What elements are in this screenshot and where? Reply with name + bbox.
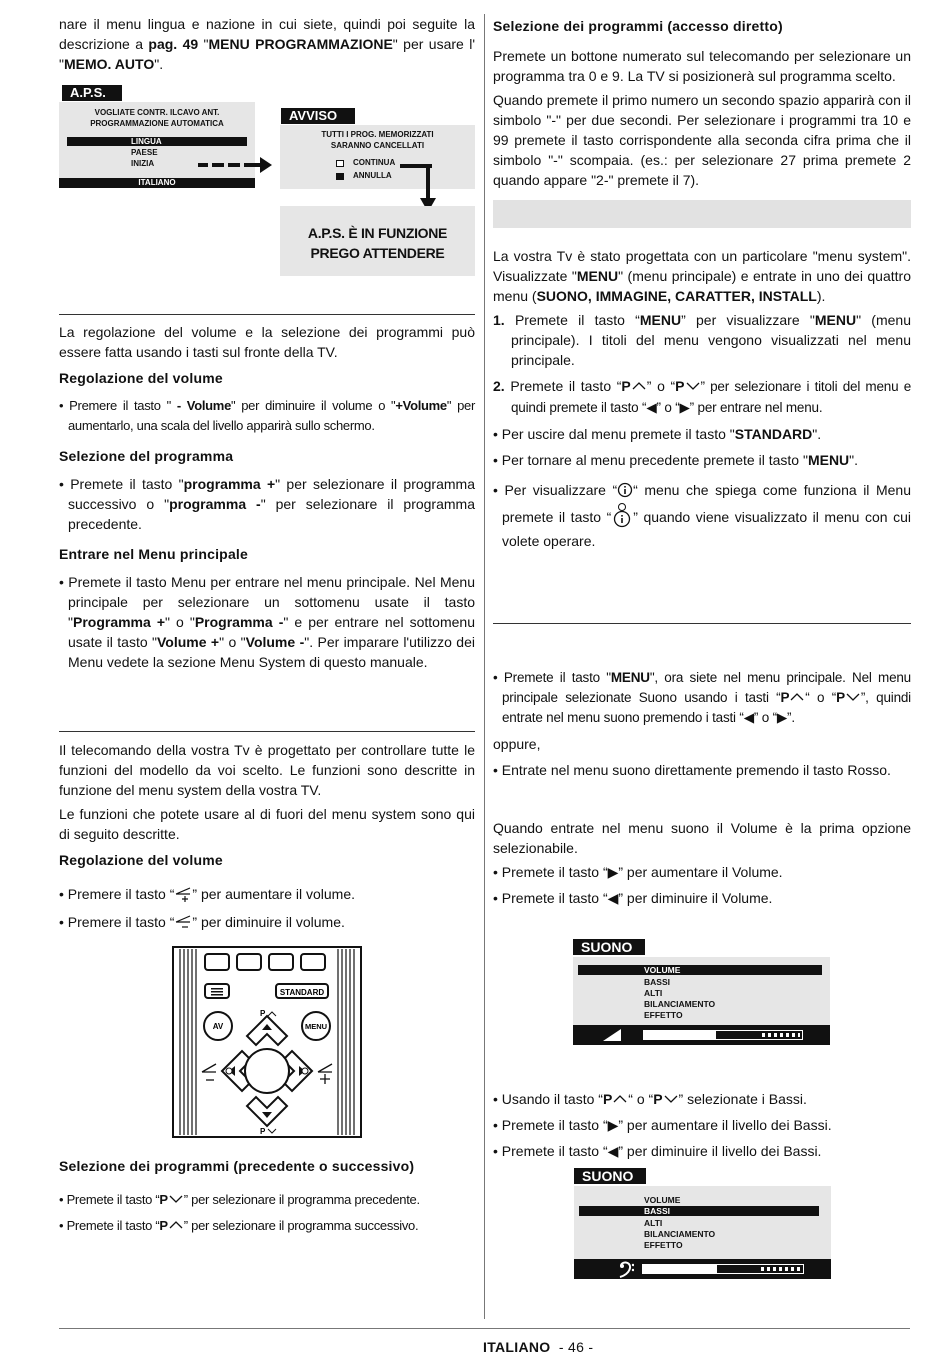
avviso-line1: TUTTI I PROG. MEMORIZZATI [321, 130, 434, 139]
avviso-line2: SARANNO CANCELLATI [330, 141, 425, 150]
text-segment: MENU [639, 312, 682, 328]
bass-clef-icon [618, 1260, 634, 1278]
text-segment: " (menu principale) e entrate in uno dei quattro menu ( [493, 268, 911, 304]
text-segment: ". [154, 56, 164, 72]
aps-language: ITALIANO [59, 178, 255, 188]
p-key: P [780, 690, 790, 705]
text-segment: MENU PROGRAMMAZIONE [208, 36, 393, 52]
avviso-opt-annulla: ANNULLA [353, 171, 392, 180]
text-segment: ). [816, 288, 826, 304]
text-segment: " per diminuire il volume o " [231, 398, 396, 413]
direct-access-text-2: Quando premete il primo numero un secondo spazio apparirà con il simbolo "-" per due secondi. Per selezionare i programmi tra 10 e 99 premete il tasto corrispondente alla seconda cifra prima che il simbolo "-" scompaia. (es.: per selezionare 27 prima premete 2 quando appare "2-" premete il 7). [493, 92, 911, 188]
front-controls-section [59, 322, 475, 678]
text-segment: Volume + [157, 634, 220, 650]
remote-p-down-label: P [260, 1127, 266, 1136]
program-select-section [59, 1150, 475, 1242]
program-select-heading: Selezione dei programmi (precedente o successivo) [59, 1158, 415, 1174]
volume-down-bullet: • Premete il tasto “◀” per diminuire il Volume. [493, 890, 773, 906]
menu-step-2 [493, 376, 911, 418]
menu-item-bilanciamento: BILANCIAMENTO [644, 999, 716, 1009]
aps-wait-box [280, 206, 475, 276]
aps-tab: A.P.S. [62, 85, 122, 101]
remote-text-1: Il telecomando della vostra Tv è progettato per controllare tutte le funzioni del modello da voi scelto. Le funzioni sono descritte in funzione del menu system della vostra TV. [59, 742, 475, 798]
text-segment: ". Per imparare l'utilizzo dei Menu vedete la sezione Menu System di questo manuale. [68, 634, 475, 670]
avviso-opt-continua: CONTINUA [353, 158, 396, 167]
aps-line2: PROGRAMMAZIONE AUTOMATICA [90, 119, 224, 128]
volume-first-text: Quando entrate nel menu suono il Volume è la prima opzione selezionabile. [493, 820, 911, 856]
menu-item-bilanciamento: BILANCIAMENTO [644, 1229, 716, 1239]
program-down-bullet [59, 1190, 475, 1210]
text: “ o “ [805, 690, 837, 705]
sound-menu-section [493, 668, 911, 914]
chevron-up-icon [168, 1220, 184, 1230]
text: Premete il tasto “ [504, 378, 622, 394]
remote-volume-heading: Regolazione del volume [59, 852, 223, 868]
text-segment: ". [812, 426, 822, 442]
text-segment: • Per uscire dal menu premete il tasto " [493, 426, 735, 442]
volume-down-icon [174, 914, 192, 930]
bass-up-bullet: • Premete il tasto “▶” per aumentare il livello dei Bassi. [493, 1117, 832, 1133]
menu-system-text [493, 246, 911, 306]
aps-item-lingua: LINGUA [67, 137, 247, 146]
volume-level-dots [762, 1033, 800, 1037]
chevron-down-icon [168, 1194, 184, 1204]
text-segment: " per usare l' " [59, 36, 475, 72]
text-segment: +Volume [395, 398, 447, 413]
volume-bullet [59, 396, 475, 436]
info-bullet [493, 478, 911, 553]
aps-item-inizia: INIZIA [131, 159, 155, 168]
text-segment: • Premete il tasto " [59, 476, 184, 492]
bass-down-bullet: • Premete il tasto “◀” per diminuire il livello dei Bassi. [493, 1143, 822, 1159]
red-key-bullet: • Entrate nel menu suono direttamente premendo il tasto Rosso. [493, 762, 891, 778]
text-segment: " per selezionare il programma successivo o " [68, 476, 475, 512]
text: ”, quindi entrate nel menu suono premendo i tasti “◀” o “▶”. [502, 690, 911, 725]
menu-item-alti: ALTI [644, 1218, 663, 1228]
text: “ o “ [628, 1091, 654, 1107]
text: • Premere il tasto “ [59, 914, 175, 930]
avviso-box [280, 125, 475, 189]
direct-access-heading: Selezione dei programmi (accesso diretto) [493, 18, 783, 34]
volume-level-slider [643, 1030, 803, 1040]
text: 2. [493, 378, 505, 394]
exit-bullet [493, 424, 911, 444]
text: • Usando il tasto “ [493, 1091, 603, 1107]
front-controls-text: La regolazione del volume e la selezione dei programmi può essere fatta usando i tasti sul fronte della TV. [59, 324, 475, 360]
text: • Premere il tasto “ [59, 886, 175, 902]
bass-level-fill [643, 1265, 717, 1273]
menu-item-volume: VOLUME [644, 1195, 681, 1205]
bass-section [493, 1089, 911, 1167]
info-button-icon [611, 502, 633, 528]
aps-line1: VOGLIATE CONTR. ILCAVO ANT. [94, 108, 220, 117]
menu-item-effetto: EFFETTO [644, 1240, 683, 1250]
text-segment: MENU [807, 452, 850, 468]
chevron-down-icon [663, 1094, 679, 1104]
text-segment: " per aumentarlo, una scala del livello apparirà sullo schermo. [68, 398, 475, 433]
menu-item-effetto: EFFETTO [644, 1010, 683, 1020]
menu-item-bassi: BASSI [579, 1206, 819, 1216]
bass-level-dots [761, 1267, 801, 1271]
continua-icon [336, 160, 344, 167]
text-segment: " o " [165, 614, 195, 630]
text-segment: La vostra Tv è stato progettata con un particolare "menu system". Visualizzate " [493, 248, 911, 284]
p-key: P [159, 1218, 168, 1233]
right-column-top [493, 16, 911, 559]
text: • Per visualizzare “ [493, 482, 618, 498]
chevron-down-icon [845, 692, 861, 702]
remote-av-label: AV [212, 1022, 224, 1031]
oppure-text: oppure, [493, 736, 541, 752]
p-key: P [836, 690, 845, 705]
text-segment: nare il menu lingua e nazione in cui siete, quindi poi seguite la descrizione a [59, 16, 475, 52]
text-segment: " o " [219, 634, 246, 650]
text-segment: ". [849, 452, 859, 468]
left-column [59, 14, 475, 78]
menu-item-bassi: BASSI [644, 977, 670, 987]
text: “ menu che spiega come funziona il Menu premete il tasto “ [502, 482, 911, 525]
annulla-icon [336, 173, 344, 180]
text: ", ora siete nel menu principale. Nel menu principale selezionate Suono usando i tasti “ [502, 670, 911, 705]
text-segment: Volume - [245, 634, 305, 650]
section-divider [59, 731, 475, 732]
text-segment: Premete il tasto “ [504, 312, 640, 328]
menu-item-alti: ALTI [644, 988, 663, 998]
bass-level-slider [642, 1264, 804, 1274]
page-footer [59, 1328, 910, 1355]
p-key: P [675, 378, 685, 394]
text-segment: MEMO. AUTO [63, 56, 155, 72]
text: • Premete il tasto " [493, 670, 611, 685]
main-menu-bullet [59, 572, 475, 672]
section-header-bar [493, 200, 911, 228]
text: ” o “ [646, 378, 676, 394]
text-segment: • Premete il tasto Menu per entrare nel menu principale. Nel Menu principale per selezionare un sottomenu usate il tasto " [59, 574, 475, 630]
text-segment: ” per visualizzare " [681, 312, 815, 328]
footer-language: ITALIANO [483, 1339, 551, 1355]
program-up-bullet [59, 1216, 475, 1236]
text: ” per selezionare i titoli del menu e quindi premete il tasto “◀” o “▶” per entrare nel menu. [511, 379, 912, 415]
sound-menu-bullet [493, 668, 911, 728]
text-segment: " per selezionare il programma precedente. [68, 496, 475, 532]
menu-step-1 [493, 310, 911, 370]
text-segment: Programma + [72, 614, 166, 630]
remote-standard-label: STANDARD [279, 988, 325, 997]
text-segment: programma - [169, 496, 261, 512]
chevron-up-icon [631, 381, 647, 391]
volume-up-icon [174, 886, 192, 902]
column-divider [484, 14, 485, 1319]
chevron-up-icon [789, 692, 805, 702]
suono-box [573, 957, 830, 1045]
text-segment: 1. [493, 312, 505, 328]
section-divider [59, 314, 475, 315]
text-segment: MENU [576, 268, 619, 284]
info-icon [617, 482, 633, 498]
level-bar [574, 1259, 831, 1279]
p-key: P [602, 1091, 613, 1107]
volume-up-bullet: • Premete il tasto “▶” per aumentare il Volume. [493, 864, 783, 880]
text-segment: STANDARD [734, 426, 813, 442]
p-key: P [159, 1192, 168, 1207]
suono-box [574, 1186, 831, 1279]
program-bullet [59, 474, 475, 534]
volume-level-icon [603, 1029, 621, 1041]
remote-control-illustration [172, 946, 362, 1138]
suono-tab: SUONO [573, 939, 645, 955]
arrow-dashed-right-icon [198, 156, 280, 176]
text: ” per selezionare il programma precedente. [183, 1192, 420, 1207]
p-key: P [653, 1091, 663, 1107]
text: ” selezionate i Bassi. [678, 1091, 807, 1107]
text: MENU [610, 670, 650, 685]
text-segment: - Volume [176, 398, 231, 413]
avviso-tab: AVVISO [281, 108, 355, 124]
text-segment: Programma - [194, 614, 284, 630]
aps-wait-line2: PREGO ATTENDERE [310, 245, 445, 261]
aps-item-paese: PAESE [131, 148, 158, 157]
level-bar [573, 1025, 830, 1045]
text: ” quando viene visualizzato il menu con cui volete operare. [502, 509, 912, 549]
aps-wait-line1: A.P.S. È IN FUNZIONE [307, 225, 448, 241]
remote-p-up-label: P [260, 1009, 266, 1018]
volume-heading: Regolazione del volume [59, 370, 223, 386]
text: ” per diminuire il volume. [192, 914, 345, 930]
text: • Premete il tasto “ [59, 1192, 160, 1207]
program-heading: Selezione del programma [59, 448, 234, 464]
chevron-down-icon [685, 381, 701, 391]
main-menu-heading: Entrare nel Menu principale [59, 546, 248, 562]
direct-access-text-1: Premete un bottone numerato sul telecomando per selezionare un programma tra 0 e 9. La TV si posizionerà sul programma scelto. [493, 48, 911, 84]
text-segment: pag. 49 [148, 36, 199, 52]
text: • Premete il tasto “ [59, 1218, 160, 1233]
text-segment: " [198, 36, 209, 52]
suono-tab: SUONO [574, 1168, 646, 1184]
text-segment: MENU [814, 312, 857, 328]
text-segment: • Premere il tasto " [59, 398, 177, 413]
text-segment: " e per entrare nel sottomenu usate il tasto " [68, 614, 475, 650]
section-divider [493, 623, 911, 624]
text: ” per aumentare il volume. [192, 886, 356, 902]
volume-level-fill [644, 1031, 716, 1039]
text-segment: • Per tornare al menu precedente premete il tasto " [493, 452, 808, 468]
p-key: P [621, 378, 631, 394]
text-segment: programma + [183, 476, 276, 492]
page-number: - 46 - [558, 1339, 594, 1355]
chevron-up-icon [612, 1094, 628, 1104]
text: ” per selezionare il programma successivo. [183, 1218, 419, 1233]
remote-text-2: Le funzioni che potete usare al di fuori del menu system sono qui di seguito descritte. [59, 806, 475, 842]
remote-section [59, 740, 475, 938]
menu-item-volume: VOLUME [578, 965, 822, 975]
bass-select-bullet [493, 1089, 911, 1109]
footer-text [483, 1337, 593, 1357]
text-segment: SUONO, IMMAGINE, CARATTER, INSTALL [536, 288, 817, 304]
text-segment: " (menu principale). I titoli del menu vengono visualizzati nel menu principale. [511, 312, 911, 368]
volume-down-bullet [59, 912, 475, 932]
intro-text [59, 14, 475, 74]
volume-up-bullet [59, 884, 475, 904]
remote-menu-label: MENU [304, 1022, 328, 1031]
back-bullet [493, 450, 911, 470]
